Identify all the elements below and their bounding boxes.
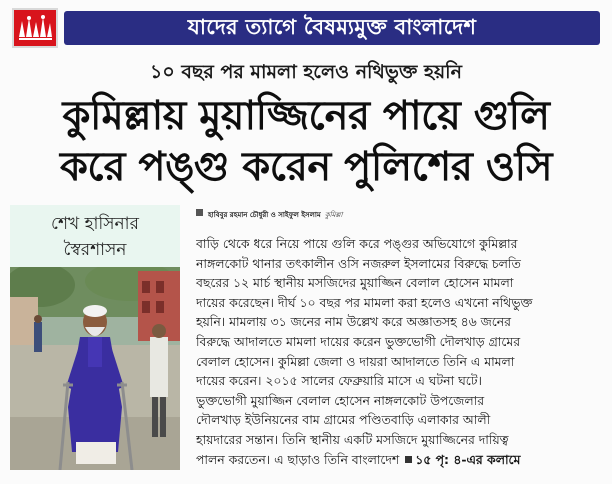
byline-location: কুমিল্লা bbox=[324, 211, 343, 219]
body-line: বাড়ি থেকে ধরে নিয়ে পায়ে গুলি করে পঙ্গুর অভিযোগে কুমিল্লার bbox=[196, 236, 518, 251]
body-line: দৌলখাড় ইউনিয়নের বাম গ্রামের পণ্ডিতবাড়ি এলাকার আলী bbox=[196, 412, 491, 428]
article-body bbox=[196, 234, 602, 469]
body-line: বছরের ১২ মার্চ স্থানীয় মসজিদের মুয়াজ্জিন বেলাল হোসেন মামলা bbox=[196, 275, 514, 291]
headline-line-1: কুমিল্লায় মুয়াজ্জিনের পায়ে গুলি bbox=[62, 93, 550, 139]
body-line: ভুক্তভোগী মুয়াজ্জিন বেলাল হোসেন নাঙ্গলকোট উপজেলার bbox=[196, 392, 485, 408]
body-line: নাঙ্গলকোট থানার তৎকালীন ওসি নজরুল ইসলামের বিরুদ্ধে চলতি bbox=[196, 255, 521, 271]
byline-bullet-icon bbox=[196, 209, 203, 216]
photo-caption bbox=[10, 205, 180, 267]
byline-authors: হাবিবুর রহমান চৌধুরী ও সাইফুল ইসলাম bbox=[208, 211, 321, 219]
body-last-line-text: পালন করতেন। এ ছাড়াও তিনি বাংলাদেশ bbox=[196, 451, 400, 467]
body-line: বেলাল হোসেন। কুমিল্লা জেলা ও দায়রা আদালতে তিনি এ মামলা bbox=[196, 353, 515, 369]
victim-photo-image bbox=[10, 267, 180, 470]
byline bbox=[196, 209, 606, 221]
continuation-note[interactable]: ১৫ পৃ: ৪-এর কলামে bbox=[415, 451, 521, 467]
body-line: দায়ের করেছেন। দীর্ঘ ১০ বছর পর মামলা করা হলেও এখনো নথিভুক্ত bbox=[196, 294, 533, 310]
series-title: যাদের ত্যাগে বৈষম্যমুক্ত বাংলাদেশ bbox=[187, 14, 477, 39]
photo-caption-line-2: স্বৈরশাসন bbox=[63, 240, 127, 260]
article-kicker: ১০ বছর পর মামলা হলেও নথিভুক্ত হয়নি bbox=[150, 61, 462, 83]
body-last-line bbox=[196, 450, 602, 470]
series-logo-graphic bbox=[16, 13, 54, 43]
series-logo bbox=[12, 8, 58, 48]
photo-caption-line-1: শেখ হাসিনার bbox=[51, 214, 139, 234]
body-line: বিরুদ্ধে আদালতে মামলা দায়ের করেন ভুক্তভোগী দৌলখাড় গ্রামের bbox=[196, 333, 521, 349]
victim-photo bbox=[10, 267, 180, 470]
body-line: দায়ের করেন। ২০১৫ সালের ফেব্রুয়ারি মাসে এ ঘটনা ঘটে। bbox=[196, 373, 482, 389]
continuation-marker-icon bbox=[405, 456, 412, 463]
body-line: হয়নি। মামলায় ৩১ জনের নাম উল্লেখ করে অজ্ঞাতসহ ৪৬ জনের bbox=[196, 314, 511, 330]
photo-column bbox=[10, 205, 180, 470]
headline-line-2: করে পঙ্গু করেন পুলিশের ওসি bbox=[59, 144, 553, 190]
body-line: হায়দারের সন্তান। তিনি স্থানীয় একটি মসজিদে মুয়াজ্জিনের দায়িত্ব bbox=[196, 431, 509, 447]
series-banner bbox=[64, 11, 600, 45]
